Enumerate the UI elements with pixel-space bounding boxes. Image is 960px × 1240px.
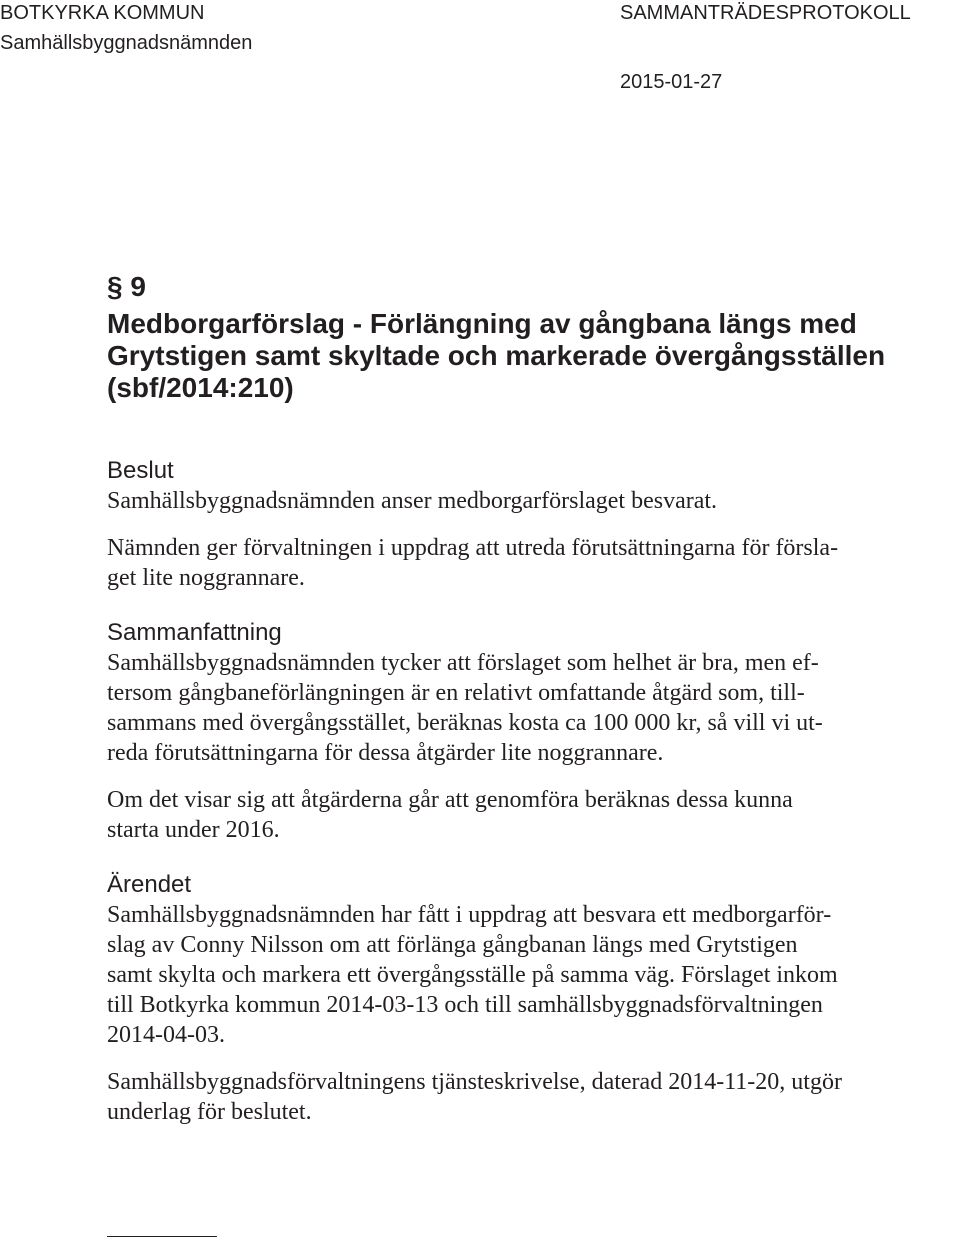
text-line: Om det visar sig att åtgärderna går att genomföra beräknas dessa kunna bbox=[107, 787, 793, 813]
text-line: starta under 2016. bbox=[107, 817, 280, 843]
text-line: slag av Conny Nilsson om att förlänga gångbanan längs med Grytstigen bbox=[107, 932, 798, 958]
text-line: underlag för beslutet. bbox=[107, 1099, 312, 1125]
arendet-heading: Ärendet bbox=[107, 871, 192, 898]
beslut-heading: Beslut bbox=[107, 457, 174, 484]
arendet-paragraph bbox=[107, 1067, 960, 1127]
arendet-paragraph bbox=[107, 900, 960, 1050]
department-name: Samhällsbyggnadsnämnden bbox=[0, 32, 253, 54]
section-title-line: (sbf/2014:210) bbox=[107, 372, 294, 403]
text-line: Samhällsbyggnadsnämnden tycker att förslaget som helhet är bra, men ef- bbox=[107, 650, 819, 676]
sammanfattning-heading: Sammanfattning bbox=[107, 619, 282, 646]
text-line: till Botkyrka kommun 2014-03-13 och till samhällsbyggnadsförvaltningen bbox=[107, 992, 823, 1018]
text-line: samt skylta och markera ett övergångsställe på samma väg. Förslaget inkom bbox=[107, 962, 838, 988]
document-type: SAMMANTRÄDESPROTOKOLL bbox=[620, 2, 911, 24]
text-line: 2014-04-03. bbox=[107, 1022, 225, 1048]
beslut-paragraph bbox=[107, 533, 960, 593]
text-line: reda förutsättningarna för dessa åtgärder lite noggrannare. bbox=[107, 740, 664, 766]
signature-divider bbox=[107, 1236, 217, 1237]
text-line: Samhällsbyggnadsförvaltningens tjänsteskrivelse, daterad 2014-11-20, utgör bbox=[107, 1069, 842, 1095]
section-title-line: Medborgarförslag - Förlängning av gångbana längs med bbox=[107, 308, 857, 339]
text-line: get lite noggrannare. bbox=[107, 565, 305, 591]
paragraph-number: § 9 bbox=[107, 271, 146, 302]
text-line: tersom gångbaneförlängningen är en relativt omfattande åtgärd som, till- bbox=[107, 680, 805, 706]
section-title bbox=[107, 308, 960, 404]
sammanfattning-paragraph bbox=[107, 785, 960, 845]
section-title-line: Grytstigen samt skyltade och markerade övergångsställen bbox=[107, 340, 886, 371]
text-line: Samhällsbyggnadsnämnden har fått i uppdrag att besvara ett medborgarför- bbox=[107, 902, 832, 928]
section-content bbox=[107, 270, 960, 1127]
text-line: Nämnden ger förvaltningen i uppdrag att utreda förutsättningarna för försla- bbox=[107, 535, 839, 561]
sammanfattning-paragraph bbox=[107, 648, 960, 768]
meeting-date: 2015-01-27 bbox=[620, 71, 723, 93]
text-line: sammans med övergångsstället, beräknas kosta ca 100 000 kr, så vill vi ut- bbox=[107, 710, 823, 736]
beslut-paragraph bbox=[107, 486, 960, 516]
organization-name: BOTKYRKA KOMMUN bbox=[0, 2, 205, 24]
text-line: Samhällsbyggnadsnämnden anser medborgarförslaget besvarat. bbox=[107, 488, 718, 514]
